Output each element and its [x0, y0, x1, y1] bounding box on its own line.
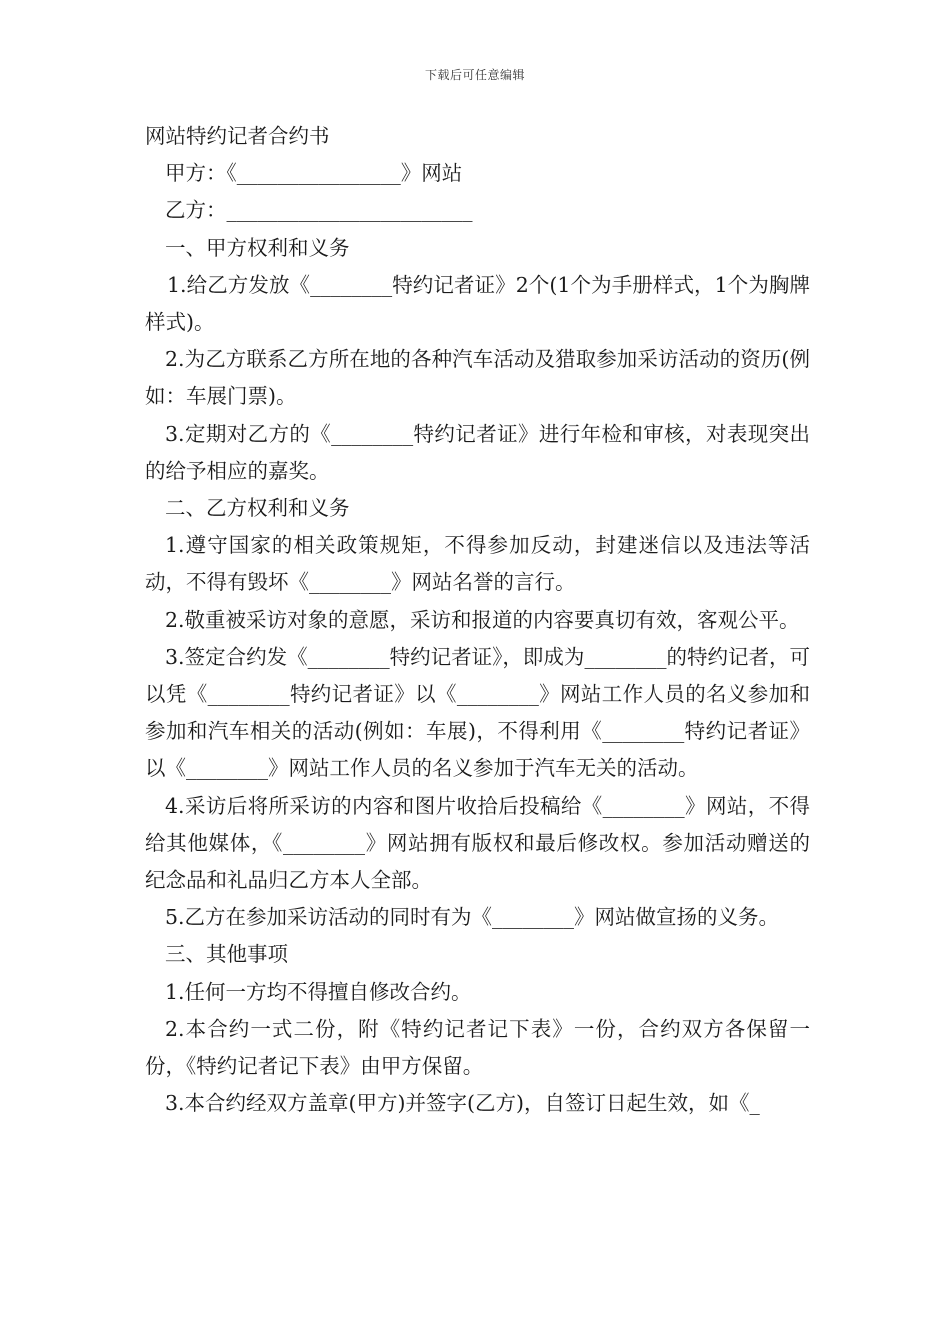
section-2-item-5: 5.乙方在参加采访活动的同时有为《________》网站做宣扬的义务。	[165, 905, 780, 930]
section-2-heading: 二、乙方权利和义务	[165, 496, 350, 521]
section-1-item-3: 3.定期对乙方的《________特约记者证》进行年检和审核，对表现突出的给予相应的嘉奖。	[145, 421, 810, 483]
section-2-item-2: 2.敬重被采访对象的意愿，采访和报道的内容要真切有效，客观公平。	[165, 607, 800, 632]
section-1-heading: 一、甲方权利和义务	[165, 235, 350, 260]
section-2-item-4: 4.采访后将所采访的内容和图片收拾后投稿给《________》网站，不得给其他媒体，《________》网站拥有版权和最后修改权。参加活动赠送的纪念品和礼品归乙方本人全部。	[145, 793, 810, 893]
section-1-item-2: 2.为乙方联系乙方所在地的各种汽车活动及猎取参加采访活动的资历(例如：车展门票)。	[145, 347, 810, 409]
section-2-item-3: 3.签定合约发《________特约记者证》，即成为________的特约记者，可以凭《________特约记者证》以《________》网站工作人员的名义参加和参加和汽车相关的活动(例如：车展)，不得利用《________特约记者证》以《________》网站工作人员的名义参加于汽车无关的活动。	[145, 644, 810, 781]
page-header-note: 下载后可任意编辑	[424, 68, 525, 82]
contract-body	[145, 118, 810, 1122]
section-3-item-3: 3.本合约经双方盖章(甲方)并签字(乙方)，自签订日起生效，如《_	[165, 1091, 760, 1116]
section-2-item-1: 1.遵守国家的相关政策规矩，不得参加反动，封建迷信以及违法等活动，不得有毁坏《________》网站名誉的言行。	[145, 533, 810, 595]
party-a-line: 甲方：《________________》网站	[165, 161, 463, 186]
section-1-item-1: 1.给乙方发放《________特约记者证》2个(1个为手册样式，1个为胸牌样式)。	[145, 272, 810, 335]
party-b-line: 乙方：________________________	[165, 198, 473, 223]
section-3-heading: 三、其他事项	[165, 942, 288, 967]
document-title: 网站特约记者合约书	[145, 124, 330, 148]
section-3-item-2: 2.本合约一式二份，附《特约记者记下表》一份，合约双方各保留一份，《特约记者记下表》由甲方保留。	[145, 1016, 810, 1079]
section-3-item-1: 1.任何一方均不得擅自修改合约。	[165, 979, 472, 1004]
